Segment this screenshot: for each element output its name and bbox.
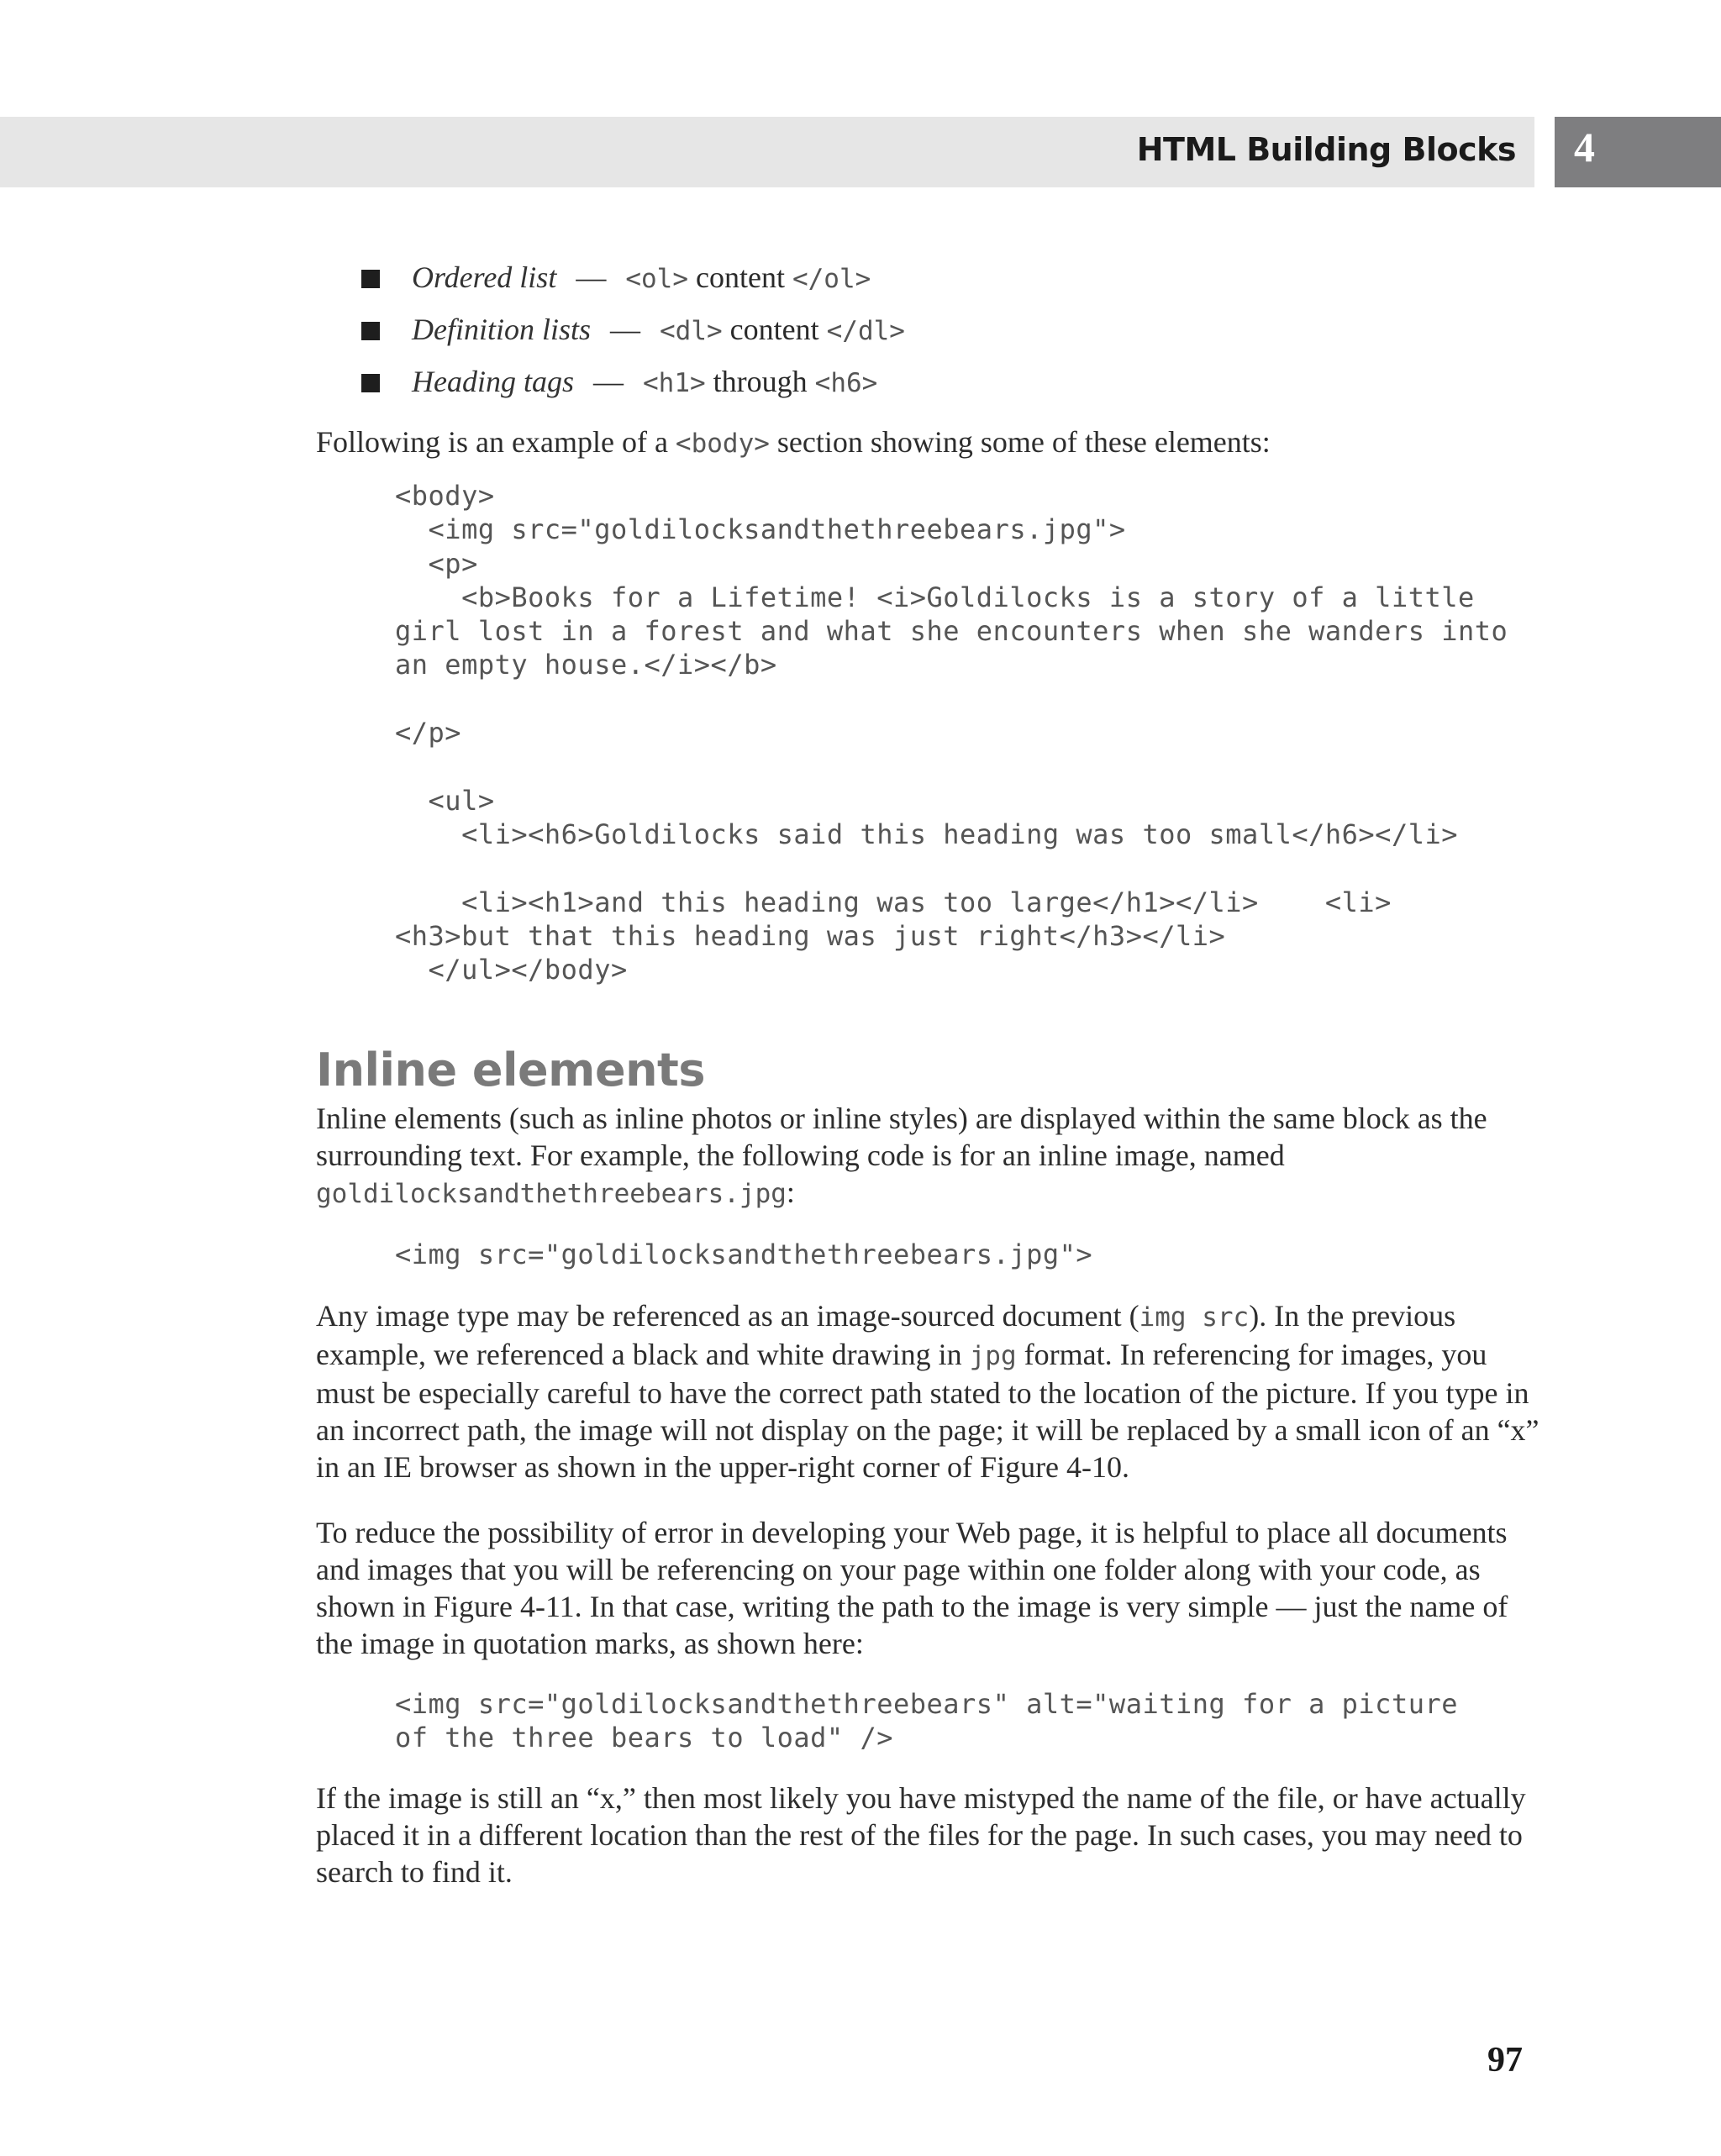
intro-text-after: section showing some of these elements:: [769, 425, 1271, 459]
intro-code: <body>: [675, 429, 770, 459]
bullet-code-open: <ol>: [625, 264, 688, 294]
page-content: [316, 252, 1543, 1890]
inline-elements-paragraph: [316, 1100, 1543, 1212]
square-bullet-icon: [361, 374, 380, 392]
bullet-term: Heading tags: [412, 365, 574, 398]
inline-code: jpg: [969, 1340, 1017, 1371]
paragraph-text: Inline elements (such as inline photos or inline styles) are displayed within the same block as the surrounding text. For example, the following code is for an inline image, named: [316, 1102, 1487, 1173]
paragraph-text: format. In referencing for images, you must be especially careful to have the correct path stated to the location of the picture. If you type in an incorrect path, the image will not display on the page; it will be replaced by a small icon of an “x” in an IE browser as shown in the upper-right corner of Figure 4-10.: [316, 1337, 1539, 1484]
running-title: HTML Building Blocks: [1136, 131, 1516, 168]
bullet-code-open: <h1>: [643, 368, 706, 398]
bullet-dash: —: [610, 313, 641, 346]
bullet-code-close: <h6>: [814, 368, 878, 398]
bullet-dash: —: [593, 365, 624, 398]
code-block-img-alt-example: <img src="goldilocksandthethreebears" alt="waiting for a picture of the three bears to load" />: [395, 1687, 1458, 1754]
code-block-img-example: <img src="goldilocksandthethreebears.jpg">: [395, 1238, 1093, 1271]
bullet-term: Definition lists: [412, 313, 592, 346]
bullet-middle: through: [713, 365, 808, 398]
reduce-error-paragraph: To reduce the possibility of error in developing your Web page, it is helpful to place all documents and images that you will be referencing on your page within one folder along with your code, as shown in Figure 4-11. In that case, writing the path to the image is very simple — just the name of the image in quotation marks, as shown here:: [316, 1515, 1508, 1660]
list-item: [385, 252, 1543, 304]
chapter-number: 4: [1574, 124, 1595, 171]
bullet-middle: content: [695, 260, 785, 294]
inline-code: img src: [1139, 1301, 1250, 1333]
paragraph-text: Any image type may be referenced as an image-sourced document (: [316, 1298, 1139, 1333]
square-bullet-icon: [361, 270, 380, 288]
page-number: 97: [1487, 2041, 1523, 2080]
paragraph-text-after: :: [786, 1175, 795, 1210]
bullet-code-close: </dl>: [826, 316, 905, 346]
bullet-code-close: </ol>: [792, 264, 871, 294]
bullet-dash: —: [576, 260, 607, 294]
paragraph-text: ). In the previous example, we referenced a black and white drawing in: [316, 1298, 1456, 1371]
image-type-paragraph: [316, 1297, 1543, 1486]
bullet-term: Ordered list: [412, 260, 557, 294]
list-item: [385, 304, 1543, 356]
bullet-middle: content: [729, 313, 819, 346]
inline-code: goldilocksandthethreebears.jpg: [316, 1179, 787, 1210]
intro-text: Following is an example of a: [316, 425, 676, 459]
square-bullet-icon: [361, 322, 380, 340]
code-block-body-example: <body> <img src="goldilocksandthethreebears.jpg"> <p> <b>Books for a Lifetime! <i>Goldilocks is a story of a little girl lost in a forest and what she encounters when she wanders into an empty house.</i></b> </p> <ul> <li><h6>Goldilocks said this heading was too small</h6></li> <li><h1>and this heading was too large</h1></li> <li> <h3>but that this heading was just right</h3></li> </ul></body>: [395, 480, 1508, 986]
bullet-code-open: <dl>: [660, 316, 723, 346]
intro-paragraph: [316, 423, 1543, 462]
bullet-list: [316, 252, 1543, 408]
list-item: [385, 356, 1543, 408]
still-x-paragraph: If the image is still an “x,” then most likely you have mistyped the name of the file, or have actually placed it in a different location than the rest of the files for the page. In such cases, you may need to search to find it.: [316, 1781, 1526, 1890]
section-heading: Inline elements: [316, 1044, 705, 1097]
